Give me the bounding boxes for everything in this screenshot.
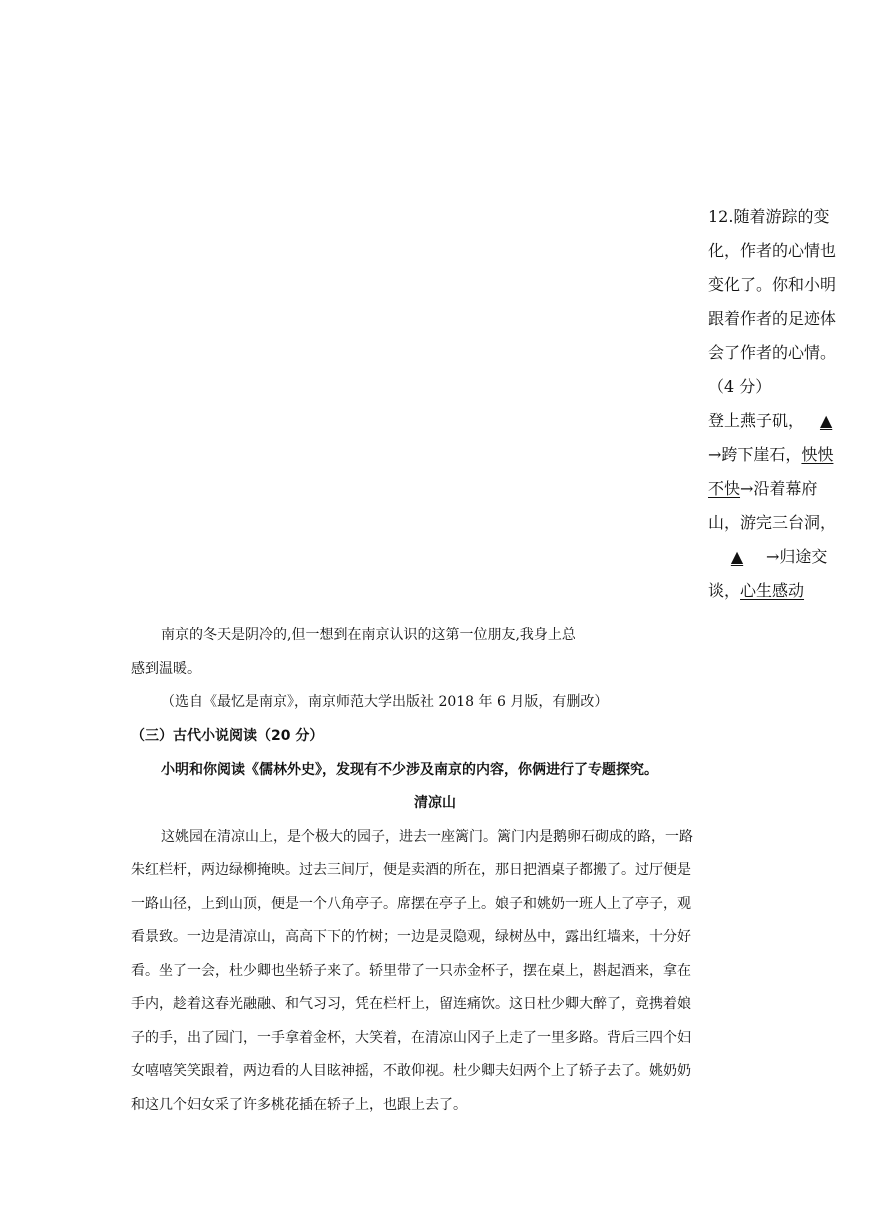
- chain-line-1: [708, 404, 853, 438]
- chain-line-6: [708, 574, 853, 608]
- section-intro: 小明和你阅读《儒林外史》，发现有不少涉及南京的内容，你俩进行了专题探究。: [161, 761, 658, 778]
- question-line: 变化了。你和小明: [708, 275, 837, 294]
- chain-line-5: [708, 540, 853, 574]
- chain-step-2: →跨下崖石，: [708, 445, 802, 464]
- question-score: （4 分）: [708, 377, 772, 396]
- story-title: 清凉山: [414, 795, 456, 811]
- story-line: 看景致。一边是清凉山，高高下下的竹树；一边是灵隐观，绿树丛中，露出红墙来，十分好: [131, 929, 691, 945]
- story-line: 这姚园在清凉山上，是个极大的园子，进去一座篱门。篱门内是鹅卵石砌成的路，一路: [161, 828, 693, 845]
- passage-line: 感到温暖。: [131, 660, 201, 677]
- question-line: 12.随着游踪的变: [708, 207, 830, 226]
- chain-line-3: [708, 472, 853, 506]
- question-line: 会了作者的心情。: [708, 343, 837, 362]
- story-line: 和这几个妇女采了许多桃花插在轿子上，也跟上去了。: [131, 1096, 467, 1113]
- section-three: [131, 720, 739, 1122]
- story-line: 手内，趁着这春光融融、和气习习，凭在栏杆上，留连痛饮。这日杜少卿大醉了，竟携着娘: [131, 996, 691, 1012]
- chain-step-3: →沿着幕府: [740, 479, 818, 498]
- answer-blank-1: ▲: [819, 411, 833, 430]
- answer-blank-2: ▲: [730, 547, 744, 566]
- passage-line: 南京的冬天是阴冷的,但一想到在南京认识的这第一位朋友,我身上总: [161, 627, 576, 643]
- source-citation: （选自《最忆是南京》，南京师范大学出版社 2018 年 6 月版，有删改）: [161, 694, 609, 710]
- question-line: 化，作者的心情也: [708, 241, 837, 260]
- story-line: 朱红栏杆，两边绿柳掩映。过去三间厅，便是卖酒的所在，那日把酒桌子都搬了。过厅便是: [131, 862, 691, 878]
- answer-2a: 怏怏: [801, 445, 834, 464]
- answer-2b: 不快: [708, 479, 741, 498]
- story-line: 一路山径，上到山顶，便是一个八角亭子。席摆在亭子上。娘子和姚奶一班人上了亭子，观: [131, 895, 691, 912]
- story-line: 子的手，出了园门，一手拿着金杯，大笑着，在清凉山冈子上走了一里多路。背后三四个妇: [131, 1029, 691, 1046]
- passage-end: [131, 619, 739, 720]
- chain-step-1: 登上燕子矶，: [708, 411, 805, 430]
- section-heading: （三）古代小说阅读（20 分）: [131, 728, 324, 744]
- chain-step-4b: 谈，: [708, 581, 741, 600]
- answer-4: 心生感动: [740, 581, 805, 600]
- chain-line-4: 山，游完三台洞，: [708, 513, 837, 532]
- chain-line-2: [708, 438, 853, 472]
- question-line: 跟着作者的足迹体: [708, 309, 837, 328]
- question-12: [708, 200, 853, 608]
- story-line: 女嘻嘻笑笑跟着，两边看的人目眩神摇，不敢仰视。杜少卿夫妇两个上了轿子去了。姚奶奶: [131, 1063, 691, 1079]
- story-line: 看。坐了一会，杜少卿也坐轿子来了。轿里带了一只赤金杯子，摆在桌上，斟起酒来，拿在: [131, 962, 691, 979]
- chain-step-4: →归途交: [766, 547, 828, 566]
